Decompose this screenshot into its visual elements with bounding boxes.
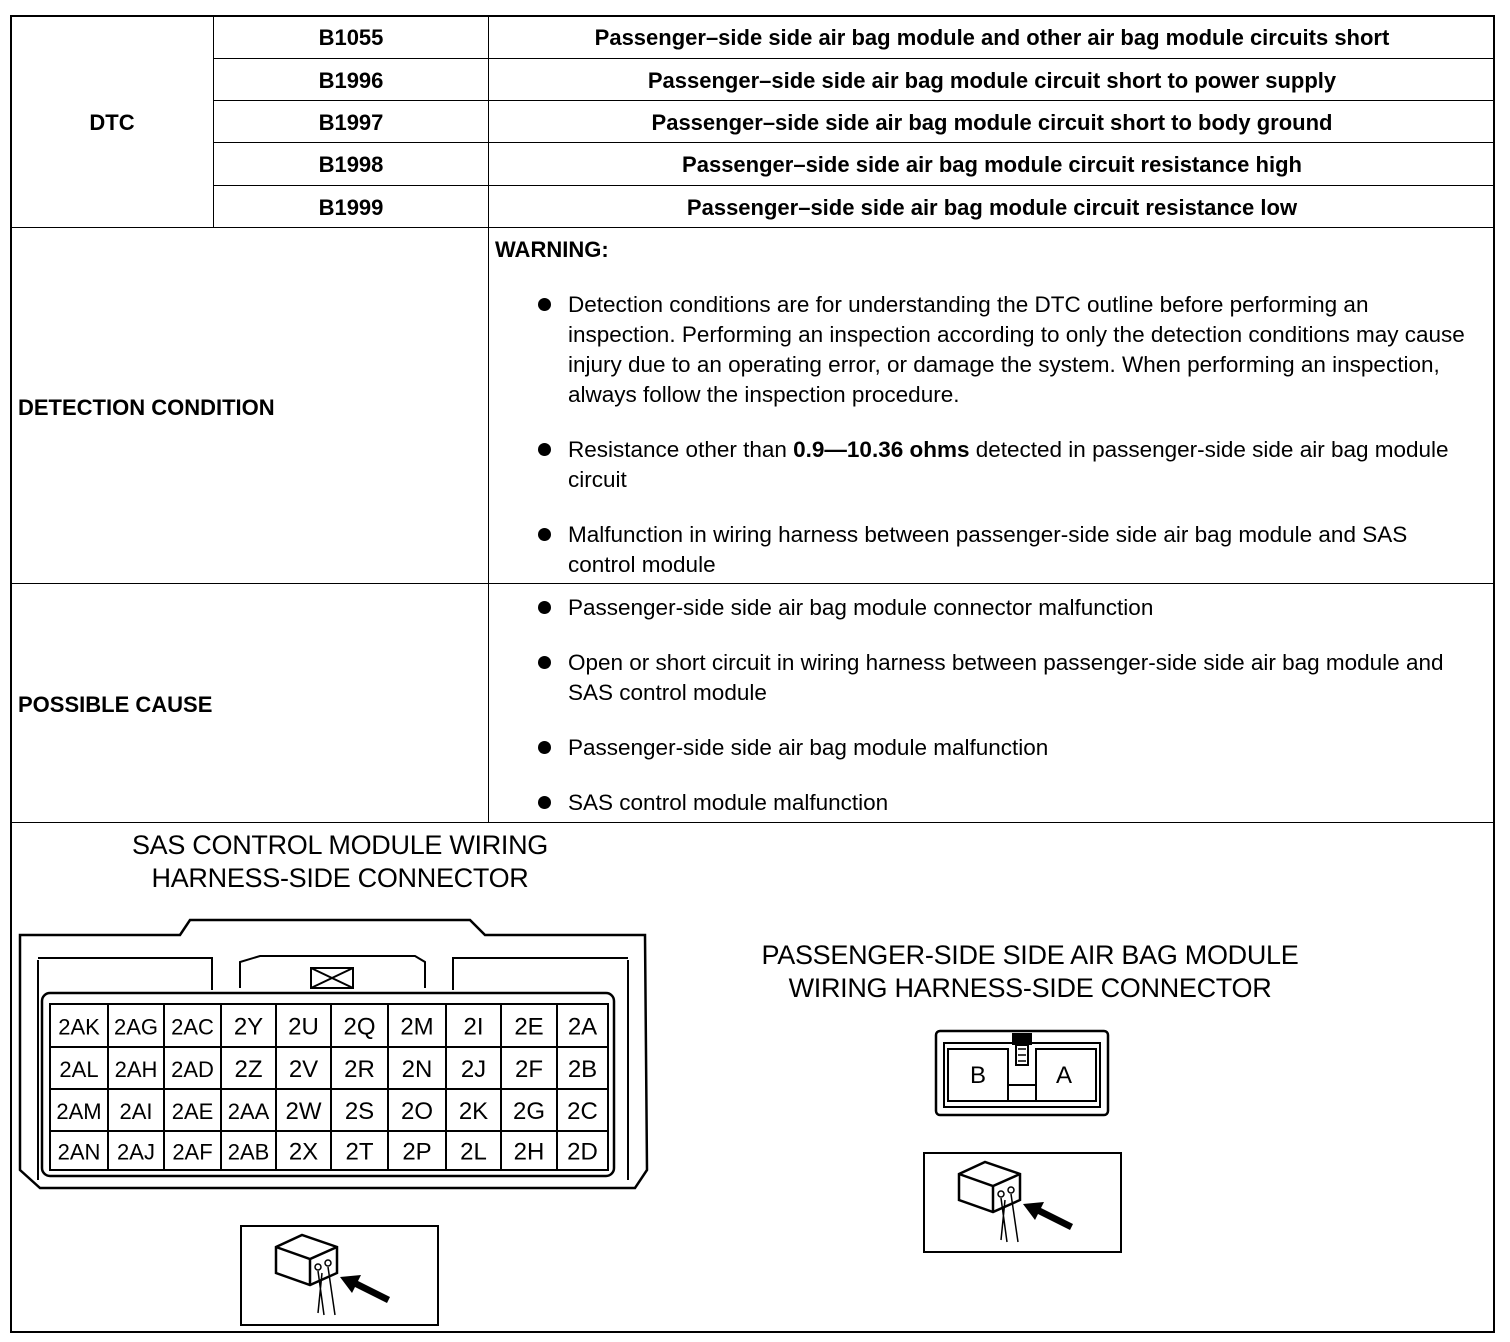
pin-label: 2Q [343,1013,376,1041]
pin-label: 2W [285,1098,322,1125]
pin-label: 2AM [56,1099,102,1124]
possible-cause-label: POSSIBLE CAUSE [18,692,213,717]
pin-label: 2P [402,1138,432,1166]
pin-label: 2K [458,1098,489,1125]
pin-label: 2Y [233,1013,264,1041]
pin-label: 2R [344,1056,375,1083]
pin-label: 2AJ [117,1139,155,1165]
pin-label: 2T [345,1138,374,1166]
detection-bullet: Resistance other than 0.9—10.36 ohms detected in passenger-side side air bag module circuit [568,437,1449,492]
dtc-description: Passenger–side side air bag module circuit short to body ground [651,110,1333,135]
warning-label: WARNING: [495,237,609,262]
pin-a-label: A [1055,1062,1073,1089]
pin-label: 2M [400,1013,434,1041]
inspection-view-icon [240,1225,440,1327]
dtc-description: Passenger–side side air bag module and other air bag module circuits short [594,25,1390,50]
dtc-description: Passenger–side side air bag module circuit resistance low [686,195,1298,220]
pin-label: 2X [288,1138,319,1166]
detection-bullet: Detection conditions are for understanding the DTC outline before performing an inspection. Performing an inspection according to only the detection conditions may cause injury due to an operating error, or damage the system. When performing an inspection, always follow the inspection procedure. [568,292,1465,407]
pin-label: 2O [400,1098,434,1125]
airbag-connector-title: PASSENGER-SIDE SIDE AIR BAG MODULE WIRING HARNESS-SIDE CONNECTOR [761,940,1299,1003]
pin-label: 2AF [172,1139,213,1165]
pin-label: 2AN [57,1139,101,1165]
pin-label: 2U [288,1013,319,1041]
sas-connector-diagram [0,0,700,1342]
pin-label: 2AE [171,1099,214,1124]
pin-label: 2AD [171,1057,214,1082]
pin-label: 2E [514,1013,544,1041]
dtc-description: Passenger–side side air bag module circuit short to power supply [647,68,1337,93]
dtc-description: Passenger–side side air bag module circuit resistance high [682,152,1302,177]
detection-condition-label: DETECTION CONDITION [18,395,275,420]
dtc-code: B1999 [318,195,384,220]
cause-bullet: Passenger-side side air bag module malfunction [568,735,1049,760]
pin-label: 2H [513,1138,545,1166]
sas-connector-title: SAS CONTROL MODULE WIRING HARNESS-SIDE CONNECTOR [131,830,549,893]
cause-bullet: Passenger-side side air bag module connector malfunction [568,595,1154,620]
airbag-connector-diagram [930,1025,1115,1120]
detection-bullet: Malfunction in wiring harness between passenger-side side air bag module and SAS control module [568,522,1408,577]
resistance-range: 0.9—10.36 ohms [793,437,970,462]
dtc-code: B1996 [318,68,384,93]
dtc-label: DTC [89,110,135,135]
pin-label: 2C [567,1098,598,1125]
dtc-code: B1055 [318,25,384,50]
pin-label: 2B [567,1056,598,1083]
cause-bullet: SAS control module malfunction [568,790,889,815]
pin-label: 2L [460,1138,487,1166]
pin-label: 2G [512,1098,546,1125]
pin-label: 2AL [59,1057,99,1082]
pin-label: 2F [514,1056,544,1083]
pin-label: 2V [288,1056,319,1083]
pin-label: 2AC [171,1014,214,1040]
inspection-view-icon [923,1152,1123,1254]
pin-label: 2S [344,1098,375,1125]
pin-label: 2N [401,1056,433,1083]
pin-label: 2Z [234,1056,263,1083]
pin-label: 2AA [227,1099,270,1124]
pin-label: 2AI [119,1099,153,1124]
pin-label: 2I [463,1013,484,1041]
dtc-code: B1997 [318,110,384,135]
pin-b-label: B [969,1062,987,1089]
pin-label: 2D [567,1138,598,1166]
dtc-code: B1998 [318,152,384,177]
pin-label: 2AB [227,1139,270,1165]
pin-label: 2A [567,1013,598,1041]
pin-label: 2AH [114,1057,158,1082]
cause-bullet: Open or short circuit in wiring harness between passenger-side side air bag module and SAS control module [568,650,1444,705]
pin-label: 2AG [113,1014,159,1040]
pin-grid [50,1004,608,1170]
pin-label: 2AK [58,1014,100,1040]
pin-label: 2J [460,1056,487,1083]
